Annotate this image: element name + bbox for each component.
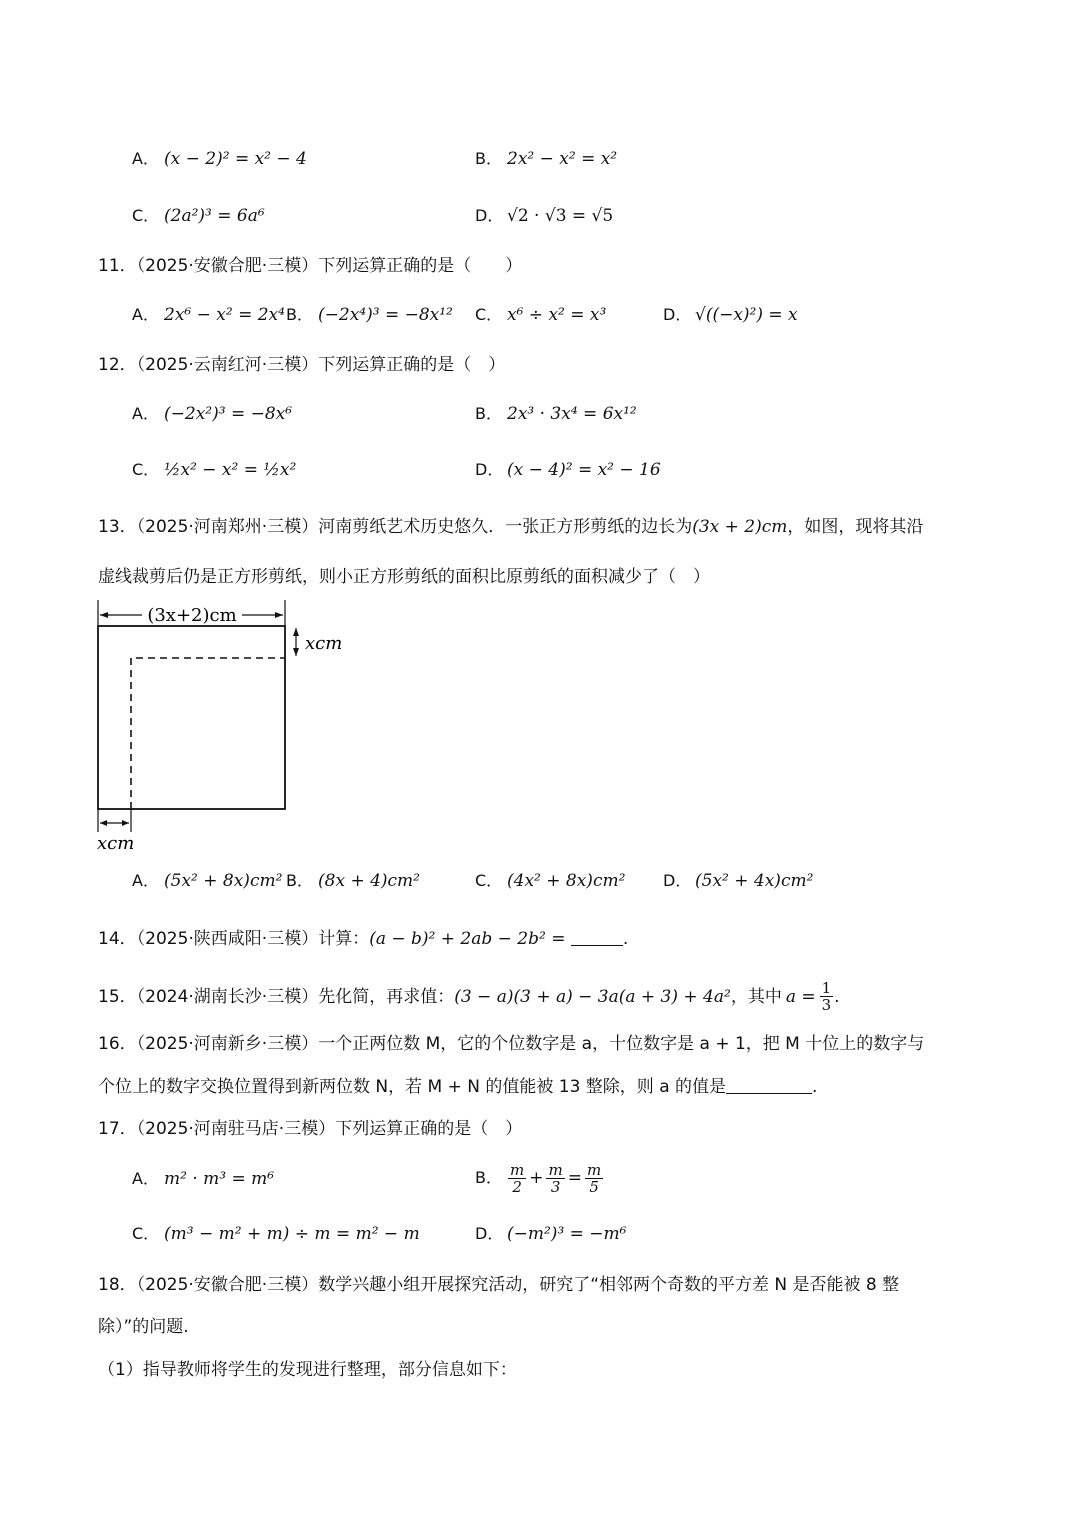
q13-option-a: A． (5x² + 8x)cm²	[132, 871, 283, 891]
q10-option-b: B． 2x² − x² = x²	[475, 149, 618, 169]
q11-option-c: C． x⁶ ÷ x² = x³	[475, 305, 607, 325]
q10-option-d: D． √2 · √3 = √5	[475, 206, 614, 226]
q12-option-d: D． (x − 4)² = x² − 16	[475, 460, 661, 480]
q13-option-d: D． (5x² + 4x)cm²	[663, 871, 814, 891]
q10-option-b-math: 2x² − x² = x²	[507, 149, 618, 169]
q13-side-length-math: (3x + 2)cm	[692, 517, 788, 537]
q13-right-dimension-label: xcm	[305, 633, 343, 654]
q18-line2: 除）”的问题.	[98, 1317, 189, 1337]
q11-option-a-math: 2x⁶ − x² = 2x⁴	[164, 305, 285, 325]
q13-option-b-math: (8x + 4)cm²	[318, 871, 420, 891]
q13-option-b: B． (8x + 4)cm²	[286, 871, 420, 891]
q12-option-b: B． 2x³ · 3x⁴ = 6x¹²	[475, 404, 637, 424]
q11-option-b: B． (−2x⁴)³ = −8x¹²	[286, 305, 453, 325]
q16-answer-blank[interactable]	[726, 1075, 812, 1094]
q12-option-b-math: 2x³ · 3x⁴ = 6x¹²	[507, 404, 637, 424]
q11-option-a: A． 2x⁶ − x² = 2x⁴	[132, 305, 285, 325]
q18-line3: （1）指导教师将学生的发现进行整理，部分信息如下：	[98, 1360, 517, 1380]
q12-option-c: C． ½x² − x² = ½x²	[132, 460, 297, 480]
q17-option-c: C． (m³ − m² + m) ÷ m = m² − m	[132, 1224, 420, 1244]
q14-math: (a − b)² + 2ab − 2b² =	[369, 929, 566, 949]
q13-option-d-math: (5x² + 4x)cm²	[695, 871, 814, 891]
q11-option-c-math: x⁶ ÷ x² = x³	[507, 305, 607, 325]
q13-square-figure	[94, 598, 364, 858]
q13-bottom-dimension-label: xcm	[97, 833, 135, 854]
q17-option-d: D． (−m²)³ = −m⁶	[475, 1224, 627, 1244]
q10-option-a: A． (x − 2)² = x² − 4	[132, 149, 307, 169]
q15-fraction: $\frac{1}{3}$	[821, 979, 832, 1014]
q12-option-c-math: ½x² − x² = ½x²	[164, 460, 297, 480]
q13-option-c-math: (4x² + 8x)cm²	[507, 871, 626, 891]
q13-stem-line1: 13．（2025·河南郑州·三模）河南剪纸艺术历史悠久．一张正方形剪纸的边长为(3x + 2)cm，如图，现将其沿	[98, 517, 924, 537]
q18-line1: 18．（2025·安徽合肥·三模）数学兴趣小组开展探究活动，研究了“相邻两个奇数的平方差 N 是否能被 8 整	[98, 1275, 900, 1295]
q10-option-d-math: √2 · √3 = √5	[507, 206, 614, 226]
q15-line: 15．（2024·湖南长沙·三模）先化简，再求值： (3 − a)(3 + a) − 3a(a + 3) + 4a² ，其中 a = $\frac{1}{3}$ .	[98, 979, 840, 1014]
q13-outer-square	[98, 626, 285, 809]
q13-dashed-cut-line	[131, 658, 285, 809]
q13-stem-line2: 虚线裁剪后仍是正方形剪纸，则小正方形剪纸的面积比原剪纸的面积减少了（ ）	[98, 567, 710, 587]
q13-top-dimension-label: (3x+2)cm	[147, 605, 237, 626]
q16-line2: 个位上的数字交换位置得到新两位数 N，若 M + N 的值能被 13 整除，则 a 的值是 .	[98, 1077, 818, 1097]
q14-line: 14．（2025·陕西咸阳·三模）计算：(a − b)² + 2ab − 2b² = .	[98, 929, 629, 949]
q11-stem: 11．（2025·安徽合肥·三模）下列运算正确的是（ ）	[98, 256, 523, 276]
q10-option-c-math: (2a²)³ = 6a⁶	[164, 206, 265, 226]
q15-expression-math: (3 − a)(3 + a) − 3a(a + 3) + 4a²	[454, 986, 731, 1007]
q13-option-a-math: (5x² + 8x)cm²	[164, 871, 283, 891]
q11-option-d-math: √((−x)²) = x	[695, 305, 798, 325]
q12-stem: 12．（2025·云南红河·三模）下列运算正确的是（ ）	[98, 355, 506, 375]
q17-option-a-math: m² · m³ = m⁶	[164, 1169, 275, 1189]
q11-option-b-math: (−2x⁴)³ = −8x¹²	[318, 305, 453, 325]
q12-option-a-math: (−2x²)³ = −8x⁶	[164, 404, 293, 424]
q17-option-c-math: (m³ − m² + m) ÷ m = m² − m	[164, 1224, 420, 1244]
q17-stem: 17．（2025·河南驻马店·三模）下列运算正确的是（ ）	[98, 1119, 523, 1139]
q17-option-a: A． m² · m³ = m⁶	[132, 1169, 275, 1189]
q13-option-c: C． (4x² + 8x)cm²	[475, 871, 626, 891]
q11-option-d: D． √((−x)²) = x	[663, 305, 798, 325]
q12-option-d-math: (x − 4)² = x² − 16	[507, 460, 661, 480]
q17-option-b: B． $\frac{m}{2}$ + $\frac{m}{3}$ = $\frac{m}{5}$	[475, 1160, 602, 1196]
q14-answer-blank[interactable]	[571, 927, 623, 946]
q16-line1: 16．（2025·河南新乡·三模）一个正两位数 M，它的个位数字是 a，十位数字是 a + 1，把 M 十位上的数字与	[98, 1034, 925, 1054]
q10-option-c: C． (2a²)³ = 6a⁶	[132, 206, 265, 226]
q10-option-a-math: (x − 2)² = x² − 4	[164, 149, 307, 169]
q12-option-a: A． (−2x²)³ = −8x⁶	[132, 404, 293, 424]
q17-option-d-math: (−m²)³ = −m⁶	[507, 1224, 627, 1244]
